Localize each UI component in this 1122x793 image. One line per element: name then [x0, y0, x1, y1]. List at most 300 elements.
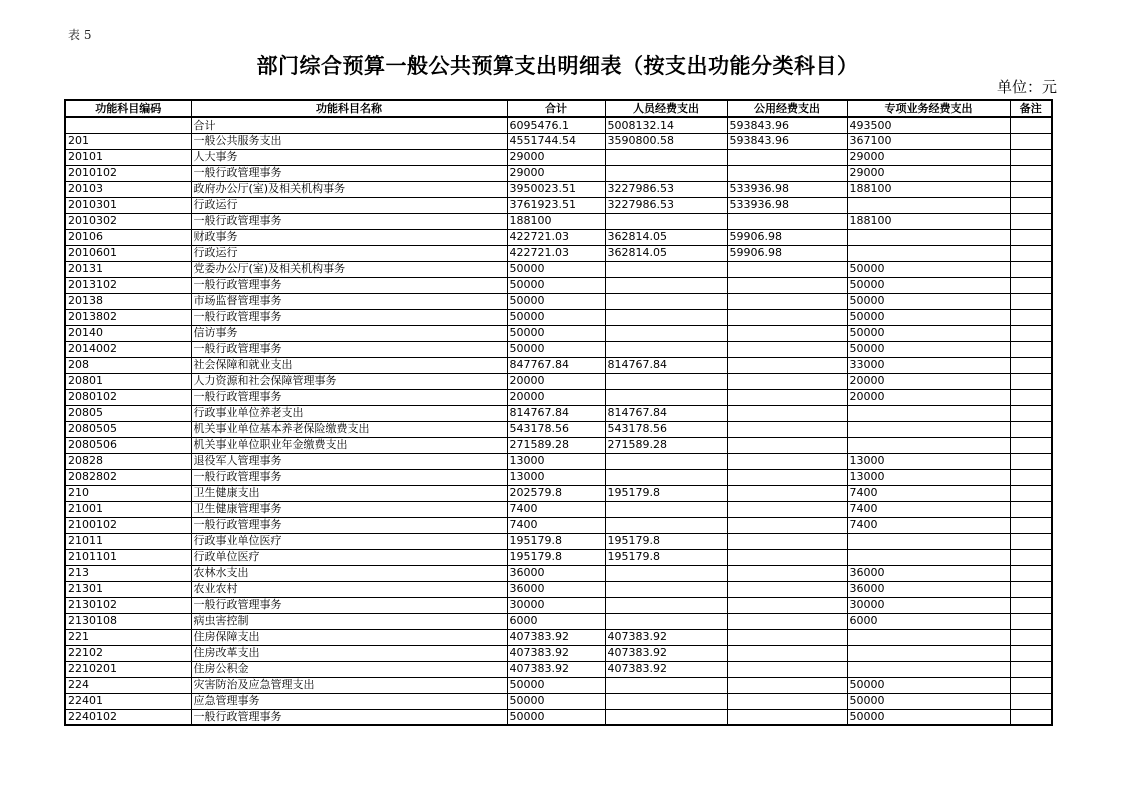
cell-public [727, 277, 847, 293]
cell-name: 一般行政管理事务 [191, 597, 507, 613]
cell-public [727, 261, 847, 277]
cell-public [727, 149, 847, 165]
table-row [65, 549, 1052, 565]
cell-special [847, 245, 1010, 261]
cell-personnel [605, 469, 727, 485]
cell-public [727, 341, 847, 357]
cell-special: 29000 [847, 149, 1010, 165]
cell-special: 367100 [847, 133, 1010, 149]
cell-personnel [605, 293, 727, 309]
cell-personnel: 271589.28 [605, 437, 727, 453]
col-header-code: 功能科目编码 [65, 100, 191, 117]
cell-code: 21001 [65, 501, 191, 517]
table-header-row [65, 100, 1052, 117]
cell-name: 市场监督管理事务 [191, 293, 507, 309]
cell-public [727, 693, 847, 709]
cell-total: 3761923.51 [507, 197, 605, 213]
cell-total: 195179.8 [507, 549, 605, 565]
cell-note [1010, 501, 1052, 517]
cell-note [1010, 165, 1052, 181]
table-row [65, 213, 1052, 229]
cell-name: 卫生健康支出 [191, 485, 507, 501]
cell-special: 7400 [847, 517, 1010, 533]
cell-note [1010, 117, 1052, 133]
cell-code: 20805 [65, 405, 191, 421]
cell-note [1010, 453, 1052, 469]
cell-code: 2010302 [65, 213, 191, 229]
cell-code: 2130102 [65, 597, 191, 613]
cell-public [727, 565, 847, 581]
cell-special [847, 549, 1010, 565]
cell-total: 188100 [507, 213, 605, 229]
sheet-label: 表 5 [68, 28, 92, 42]
cell-name: 合计 [191, 117, 507, 133]
cell-name: 一般行政管理事务 [191, 165, 507, 181]
cell-code: 2014002 [65, 341, 191, 357]
cell-total: 13000 [507, 469, 605, 485]
cell-name: 灾害防治及应急管理支出 [191, 677, 507, 693]
cell-public [727, 357, 847, 373]
cell-public: 593843.96 [727, 133, 847, 149]
cell-total: 36000 [507, 565, 605, 581]
cell-note [1010, 229, 1052, 245]
cell-note [1010, 181, 1052, 197]
cell-special: 50000 [847, 309, 1010, 325]
table-row [65, 325, 1052, 341]
cell-note [1010, 277, 1052, 293]
cell-total: 50000 [507, 293, 605, 309]
cell-personnel [605, 517, 727, 533]
cell-public [727, 165, 847, 181]
cell-special: 30000 [847, 597, 1010, 613]
cell-special: 7400 [847, 485, 1010, 501]
cell-public: 59906.98 [727, 229, 847, 245]
cell-name: 行政单位医疗 [191, 549, 507, 565]
cell-public [727, 677, 847, 693]
cell-public: 593843.96 [727, 117, 847, 133]
cell-name: 退役军人管理事务 [191, 453, 507, 469]
cell-code: 2210201 [65, 661, 191, 677]
cell-note [1010, 677, 1052, 693]
col-header-total: 合计 [507, 100, 605, 117]
cell-code: 2100102 [65, 517, 191, 533]
cell-name: 财政事务 [191, 229, 507, 245]
cell-personnel [605, 149, 727, 165]
cell-code: 21301 [65, 581, 191, 597]
cell-special: 36000 [847, 565, 1010, 581]
cell-code: 201 [65, 133, 191, 149]
cell-total: 847767.84 [507, 357, 605, 373]
table-row [65, 693, 1052, 709]
cell-name: 一般行政管理事务 [191, 517, 507, 533]
table-row [65, 181, 1052, 197]
cell-total: 814767.84 [507, 405, 605, 421]
table-row [65, 565, 1052, 581]
cell-note [1010, 149, 1052, 165]
table-row [65, 405, 1052, 421]
cell-code: 2082802 [65, 469, 191, 485]
cell-public [727, 437, 847, 453]
cell-personnel [605, 581, 727, 597]
cell-special [847, 229, 1010, 245]
table-row [65, 229, 1052, 245]
cell-code: 2101101 [65, 549, 191, 565]
cell-public: 533936.98 [727, 181, 847, 197]
cell-public [727, 645, 847, 661]
cell-code: 2010601 [65, 245, 191, 261]
cell-total: 7400 [507, 517, 605, 533]
cell-total: 50000 [507, 341, 605, 357]
cell-special: 50000 [847, 693, 1010, 709]
cell-special [847, 437, 1010, 453]
cell-special [847, 629, 1010, 645]
cell-total: 407383.92 [507, 645, 605, 661]
cell-name: 住房保障支出 [191, 629, 507, 645]
cell-special [847, 645, 1010, 661]
table-row [65, 389, 1052, 405]
cell-code: 20140 [65, 325, 191, 341]
cell-name: 一般行政管理事务 [191, 277, 507, 293]
cell-note [1010, 645, 1052, 661]
cell-total: 50000 [507, 693, 605, 709]
cell-note [1010, 629, 1052, 645]
cell-name: 住房公积金 [191, 661, 507, 677]
cell-special: 50000 [847, 341, 1010, 357]
cell-public [727, 293, 847, 309]
cell-note [1010, 197, 1052, 213]
cell-public [727, 709, 847, 725]
table-row [65, 357, 1052, 373]
cell-note [1010, 613, 1052, 629]
cell-name: 政府办公厅(室)及相关机构事务 [191, 181, 507, 197]
cell-special [847, 421, 1010, 437]
cell-name: 行政事业单位养老支出 [191, 405, 507, 421]
table-row [65, 661, 1052, 677]
cell-code: 208 [65, 357, 191, 373]
cell-public [727, 325, 847, 341]
cell-name: 农林水支出 [191, 565, 507, 581]
cell-personnel [605, 309, 727, 325]
cell-total: 50000 [507, 309, 605, 325]
cell-code: 22102 [65, 645, 191, 661]
cell-special [847, 661, 1010, 677]
cell-note [1010, 661, 1052, 677]
cell-note [1010, 341, 1052, 357]
cell-public [727, 421, 847, 437]
cell-special: 493500 [847, 117, 1010, 133]
cell-personnel [605, 389, 727, 405]
cell-name: 行政事业单位医疗 [191, 533, 507, 549]
cell-note [1010, 565, 1052, 581]
cell-name: 一般行政管理事务 [191, 341, 507, 357]
cell-public [727, 213, 847, 229]
cell-personnel [605, 677, 727, 693]
cell-special: 50000 [847, 709, 1010, 725]
cell-total: 6095476.1 [507, 117, 605, 133]
cell-personnel [605, 341, 727, 357]
cell-total: 202579.8 [507, 485, 605, 501]
cell-code [65, 117, 191, 133]
cell-total: 543178.56 [507, 421, 605, 437]
cell-special [847, 533, 1010, 549]
cell-name: 人力资源和社会保障管理事务 [191, 373, 507, 389]
cell-personnel: 195179.8 [605, 533, 727, 549]
cell-total: 29000 [507, 165, 605, 181]
cell-code: 2080505 [65, 421, 191, 437]
cell-total: 20000 [507, 389, 605, 405]
cell-note [1010, 325, 1052, 341]
cell-personnel [605, 613, 727, 629]
table-row [65, 517, 1052, 533]
cell-name: 一般行政管理事务 [191, 309, 507, 325]
cell-special: 20000 [847, 373, 1010, 389]
cell-public [727, 469, 847, 485]
table-row [65, 437, 1052, 453]
cell-code: 224 [65, 677, 191, 693]
cell-name: 一般行政管理事务 [191, 709, 507, 725]
cell-personnel: 5008132.14 [605, 117, 727, 133]
cell-public [727, 389, 847, 405]
cell-public [727, 373, 847, 389]
cell-code: 20138 [65, 293, 191, 309]
cell-personnel [605, 597, 727, 613]
table-row [65, 469, 1052, 485]
cell-note [1010, 133, 1052, 149]
cell-personnel [605, 453, 727, 469]
cell-name: 社会保障和就业支出 [191, 357, 507, 373]
cell-special: 50000 [847, 261, 1010, 277]
cell-note [1010, 597, 1052, 613]
cell-code: 20106 [65, 229, 191, 245]
cell-note [1010, 517, 1052, 533]
cell-total: 30000 [507, 597, 605, 613]
cell-code: 2010102 [65, 165, 191, 181]
cell-special: 7400 [847, 501, 1010, 517]
cell-special: 6000 [847, 613, 1010, 629]
cell-code: 20101 [65, 149, 191, 165]
cell-code: 2013802 [65, 309, 191, 325]
cell-note [1010, 293, 1052, 309]
cell-note [1010, 549, 1052, 565]
cell-personnel: 3590800.58 [605, 133, 727, 149]
cell-special: 50000 [847, 293, 1010, 309]
page-title: 部门综合预算一般公共预算支出明细表（按支出功能分类科目） [256, 54, 859, 78]
cell-personnel [605, 501, 727, 517]
table-header [65, 100, 1052, 117]
cell-total: 50000 [507, 709, 605, 725]
table-row [65, 645, 1052, 661]
table-row [65, 373, 1052, 389]
cell-personnel [605, 709, 727, 725]
cell-name: 人大事务 [191, 149, 507, 165]
cell-special: 13000 [847, 453, 1010, 469]
cell-total: 50000 [507, 677, 605, 693]
cell-public [727, 485, 847, 501]
cell-personnel: 195179.8 [605, 549, 727, 565]
cell-total: 422721.03 [507, 245, 605, 261]
cell-code: 2240102 [65, 709, 191, 725]
table-row [65, 245, 1052, 261]
cell-name: 行政运行 [191, 245, 507, 261]
cell-special: 36000 [847, 581, 1010, 597]
cell-name: 一般行政管理事务 [191, 469, 507, 485]
cell-name: 机关事业单位基本养老保险缴费支出 [191, 421, 507, 437]
cell-note [1010, 437, 1052, 453]
table-row [65, 341, 1052, 357]
cell-note [1010, 693, 1052, 709]
cell-public [727, 533, 847, 549]
table-row [65, 613, 1052, 629]
cell-personnel [605, 373, 727, 389]
cell-personnel [605, 693, 727, 709]
table-row [65, 453, 1052, 469]
cell-public [727, 597, 847, 613]
cell-note [1010, 581, 1052, 597]
cell-personnel: 543178.56 [605, 421, 727, 437]
table-row [65, 197, 1052, 213]
table-row [65, 133, 1052, 149]
cell-total: 271589.28 [507, 437, 605, 453]
cell-personnel: 3227986.53 [605, 181, 727, 197]
cell-public [727, 309, 847, 325]
col-header-public: 公用经费支出 [727, 100, 847, 117]
cell-special: 188100 [847, 181, 1010, 197]
cell-total: 407383.92 [507, 661, 605, 677]
cell-public [727, 517, 847, 533]
cell-total: 195179.8 [507, 533, 605, 549]
cell-public [727, 629, 847, 645]
cell-special: 29000 [847, 165, 1010, 181]
table-row [65, 149, 1052, 165]
cell-name: 党委办公厅(室)及相关机构事务 [191, 261, 507, 277]
cell-code: 210 [65, 485, 191, 501]
col-header-name: 功能科目名称 [191, 100, 507, 117]
cell-personnel: 407383.92 [605, 629, 727, 645]
cell-name: 一般行政管理事务 [191, 213, 507, 229]
col-header-note: 备注 [1010, 100, 1052, 117]
col-header-special: 专项业务经费支出 [847, 100, 1010, 117]
cell-total: 50000 [507, 325, 605, 341]
cell-total: 36000 [507, 581, 605, 597]
cell-code: 2013102 [65, 277, 191, 293]
cell-note [1010, 469, 1052, 485]
cell-name: 病虫害控制 [191, 613, 507, 629]
cell-special: 50000 [847, 677, 1010, 693]
cell-public [727, 581, 847, 597]
cell-personnel: 407383.92 [605, 661, 727, 677]
cell-code: 22401 [65, 693, 191, 709]
cell-public [727, 453, 847, 469]
cell-personnel: 3227986.53 [605, 197, 727, 213]
cell-public [727, 549, 847, 565]
cell-personnel [605, 261, 727, 277]
cell-code: 2010301 [65, 197, 191, 213]
cell-total: 407383.92 [507, 629, 605, 645]
cell-name: 行政运行 [191, 197, 507, 213]
cell-name: 卫生健康管理事务 [191, 501, 507, 517]
cell-code: 2080506 [65, 437, 191, 453]
cell-code: 20131 [65, 261, 191, 277]
cell-total: 422721.03 [507, 229, 605, 245]
table-row [65, 277, 1052, 293]
cell-special [847, 405, 1010, 421]
cell-note [1010, 485, 1052, 501]
cell-personnel [605, 165, 727, 181]
cell-public: 59906.98 [727, 245, 847, 261]
cell-note [1010, 533, 1052, 549]
cell-total: 3950023.51 [507, 181, 605, 197]
cell-note [1010, 405, 1052, 421]
table-row [65, 709, 1052, 725]
table-row [65, 309, 1052, 325]
cell-personnel [605, 213, 727, 229]
cell-code: 21011 [65, 533, 191, 549]
table-row [65, 501, 1052, 517]
cell-note [1010, 373, 1052, 389]
table-row [65, 421, 1052, 437]
cell-note [1010, 421, 1052, 437]
table-row [65, 581, 1052, 597]
cell-total: 20000 [507, 373, 605, 389]
cell-special: 50000 [847, 325, 1010, 341]
cell-code: 20103 [65, 181, 191, 197]
cell-total: 50000 [507, 261, 605, 277]
cell-special: 33000 [847, 357, 1010, 373]
cell-name: 住房改革支出 [191, 645, 507, 661]
cell-name: 信访事务 [191, 325, 507, 341]
cell-personnel [605, 565, 727, 581]
cell-public [727, 501, 847, 517]
cell-code: 20801 [65, 373, 191, 389]
cell-name: 农业农村 [191, 581, 507, 597]
table-row [65, 261, 1052, 277]
cell-code: 2130108 [65, 613, 191, 629]
cell-personnel: 362814.05 [605, 245, 727, 261]
cell-public: 533936.98 [727, 197, 847, 213]
table-body [65, 117, 1052, 725]
cell-note [1010, 261, 1052, 277]
cell-code: 221 [65, 629, 191, 645]
cell-total: 50000 [507, 277, 605, 293]
cell-note [1010, 309, 1052, 325]
budget-table [64, 99, 1053, 726]
col-header-personnel: 人员经费支出 [605, 100, 727, 117]
cell-code: 2080102 [65, 389, 191, 405]
cell-total: 29000 [507, 149, 605, 165]
cell-name: 应急管理事务 [191, 693, 507, 709]
cell-note [1010, 245, 1052, 261]
cell-special: 50000 [847, 277, 1010, 293]
table-row [65, 533, 1052, 549]
cell-total: 6000 [507, 613, 605, 629]
cell-personnel [605, 277, 727, 293]
cell-personnel: 407383.92 [605, 645, 727, 661]
cell-public [727, 405, 847, 421]
cell-public [727, 661, 847, 677]
table-row [65, 485, 1052, 501]
table-row [65, 117, 1052, 133]
unit-label: 单位：元 [996, 78, 1057, 96]
cell-code: 213 [65, 565, 191, 581]
cell-total: 7400 [507, 501, 605, 517]
cell-personnel [605, 325, 727, 341]
cell-name: 一般公共服务支出 [191, 133, 507, 149]
cell-personnel: 195179.8 [605, 485, 727, 501]
cell-note [1010, 213, 1052, 229]
cell-personnel: 814767.84 [605, 357, 727, 373]
cell-special [847, 197, 1010, 213]
table-row [65, 293, 1052, 309]
